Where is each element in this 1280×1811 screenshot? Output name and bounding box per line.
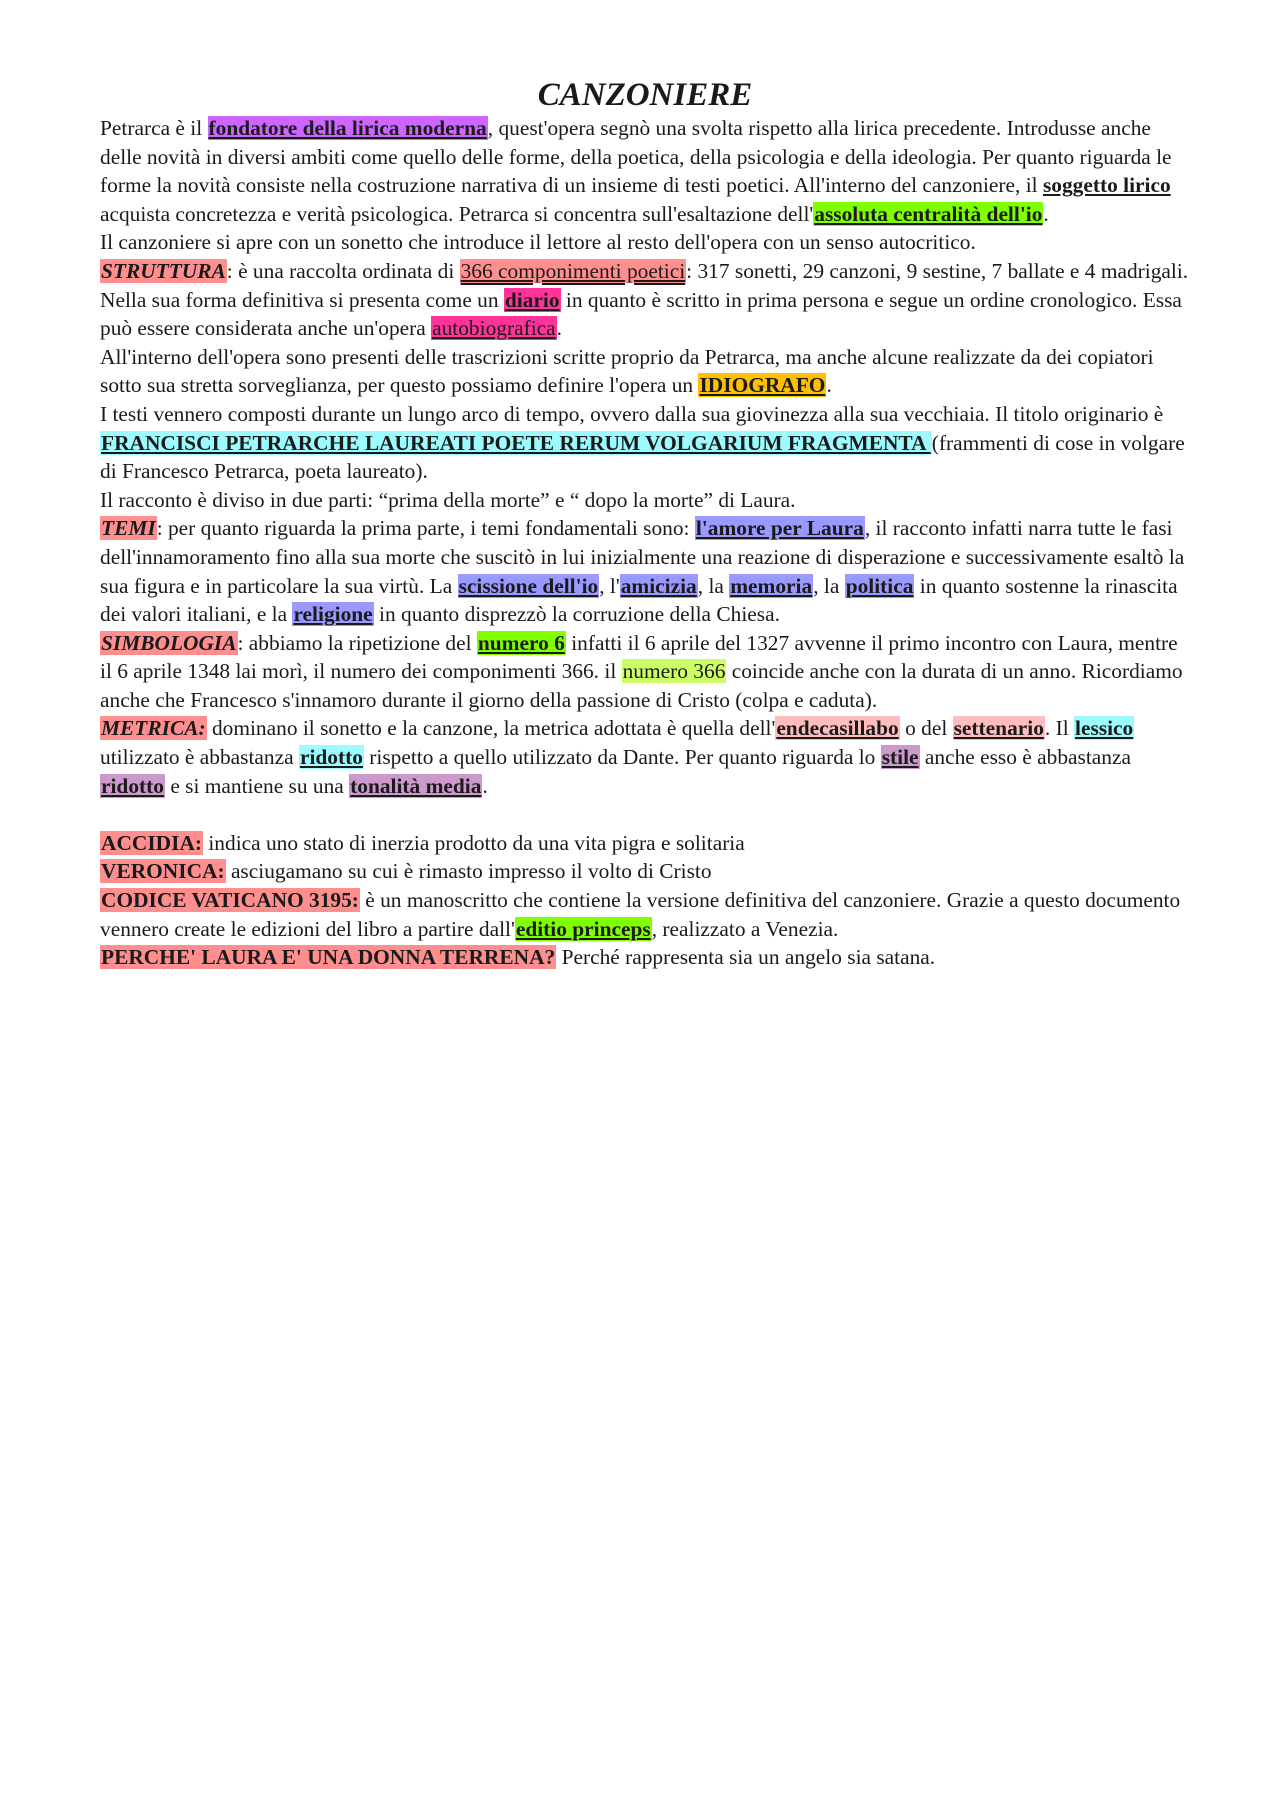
text-run: soggetto lirico xyxy=(1042,173,1171,198)
highlighted-term: politica xyxy=(845,573,914,598)
text-run: in quanto è scritto in prima persona e segue un ordine cronologico. Essa può essere considerata anche un'opera xyxy=(100,287,1182,341)
highlighted-term: religione xyxy=(293,602,373,627)
text-run: . xyxy=(1043,201,1049,226)
text-run: , il racconto infatti narra tutte le fasi dell'innamoramento fino alla sua morte che suscitò in lui inizialmente una reazione di disperazione e successivamente esaltò la sua figura e in particolare la sua virtù. La xyxy=(100,516,1185,598)
highlighted-term: assoluta centralità dell'io xyxy=(814,201,1043,226)
text-run: Petrarca è il xyxy=(100,116,208,140)
text-run: utilizzato è abbastanza xyxy=(100,745,299,770)
highlighted-term: editio princeps xyxy=(515,916,651,941)
text-run: Perché rappresenta sia un angelo sia satana. xyxy=(556,945,936,970)
text-run: : 317 sonetti, 29 canzoni, 9 sestine, 7 ballate e 4 madrigali. Nella sua forma definitiva si presenta come un xyxy=(100,258,1189,312)
highlighted-term: fondatore della lirica moderna xyxy=(208,116,487,140)
highlighted-term: diario xyxy=(504,287,560,312)
highlighted-term: IDIOGRAFO xyxy=(699,373,826,398)
highlighted-term: memoria xyxy=(730,573,813,598)
paragraph xyxy=(100,514,1190,628)
text-run: indica uno stato di inerzia prodotto da una vita pigra e solitaria xyxy=(203,830,745,855)
highlighted-term: FRANCISCI PETRARCHE LAUREATI POETE RERUM VOLGARIUM FRAGMENTA xyxy=(101,430,931,455)
paragraph xyxy=(100,343,1190,400)
highlighted-term: TEMI xyxy=(101,516,156,541)
paragraph xyxy=(100,228,1190,257)
text-run: : per quanto riguarda la prima parte, i temi fondamentali sono: xyxy=(156,516,695,541)
text-run: , la xyxy=(813,573,845,598)
text-run: , realizzato a Venezia. xyxy=(651,916,839,941)
text-run: . xyxy=(826,373,832,398)
text-run: : abbiamo la ripetizione del xyxy=(237,630,477,655)
highlighted-term: stile xyxy=(881,745,919,770)
text-run: Il canzoniere si apre con un sonetto che introduce il lettore al resto dell'opera con un senso autocritico. xyxy=(100,230,976,255)
paragraph xyxy=(100,114,1190,228)
text-run: in quanto sostenne la rinascita dei valori italiani, e la xyxy=(100,573,1178,627)
highlighted-term: settenario xyxy=(953,716,1044,741)
text-run: dominano il sonetto e la canzone, la metrica adottata è quella dell' xyxy=(206,716,776,741)
paragraph-spacer xyxy=(100,800,1190,829)
highlighted-term: endecasillabo xyxy=(776,716,899,741)
text-run: rispetto a quello utilizzato da Dante. Per quanto riguarda lo xyxy=(363,745,881,770)
text-run: , l' xyxy=(599,573,620,598)
highlighted-term: tonalità media xyxy=(350,773,482,798)
text-run: Il racconto è diviso in due parti: “prima della morte” e “ dopo la morte” di Laura. xyxy=(100,487,796,512)
text-run: in quanto disprezzò la corruzione della Chiesa. xyxy=(373,602,780,627)
paragraph xyxy=(100,829,1190,858)
highlighted-term: scissione dell'io xyxy=(458,573,599,598)
text-run: All'interno dell'opera sono presenti delle trascrizioni scritte proprio da Petrarca, ma anche alcune realizzate da dei copiatori sotto sua stretta sorveglianza, per questo possiamo definire l'opera un xyxy=(100,344,1154,398)
text-run: , la xyxy=(697,573,730,598)
paragraph xyxy=(100,857,1190,886)
text-run: (frammenti di cose in volgare di Francesco Petrarca, poeta laureato). xyxy=(100,430,1185,484)
text-run: . Il xyxy=(1044,716,1075,741)
highlighted-term: METRICA: xyxy=(101,716,206,741)
highlighted-term: ridotto xyxy=(299,745,363,770)
text-run: asciugamano su cui è rimasto impresso il volto di Cristo xyxy=(225,859,712,884)
highlighted-term: CODICE VATICANO 3195: xyxy=(101,888,359,913)
text-run: I testi vennero composti durante un lungo arco di tempo, ovvero dalla sua giovinezza alla sua vecchiaia. Il titolo originario è xyxy=(100,401,1164,426)
document-title: CANZONIERE xyxy=(537,77,753,113)
text-run: . xyxy=(482,773,488,798)
document-body xyxy=(100,114,1190,972)
paragraph xyxy=(100,257,1190,343)
text-run: . xyxy=(556,316,562,341)
text-run: infatti il 6 aprile del 1327 avvenne il primo incontro con Laura, mentre il 6 aprile 1348 lai morì, il numero dei componimenti 366. il xyxy=(100,630,1178,684)
highlighted-term: numero 6 xyxy=(477,630,565,655)
highlighted-term: lessico xyxy=(1075,716,1134,741)
text-run: : è una raccolta ordinata di xyxy=(226,258,460,283)
text-run: è un manoscritto che contiene la versione definitiva del canzoniere. Grazie a questo documento vennero create le edizioni del libro a partire dall' xyxy=(100,888,1181,941)
highlighted-term: l'amore per Laura xyxy=(695,516,864,541)
highlighted-term: VERONICA: xyxy=(101,859,225,884)
highlighted-term: ACCIDIA: xyxy=(101,830,203,855)
highlighted-term: numero 366 xyxy=(622,659,726,684)
highlighted-term: STRUTTURA xyxy=(101,258,226,283)
text-run: acquista concretezza e verità psicologica. Petrarca si concentra sull'esaltazione dell' xyxy=(100,201,814,226)
text-run: e si mantiene su una xyxy=(164,773,350,798)
highlighted-term: autobiografica xyxy=(432,316,556,341)
text-run: , quest'opera segnò una svolta rispetto alla lirica precedente. Introdusse anche delle novità in diversi ambiti come quello delle forme, della poetica, della psicologia e della ideologia. Per quanto riguarda le forme la novità consiste nella costruzione narrativa di un insieme di testi poetici. All'interno del canzoniere, il xyxy=(100,116,1172,198)
text-run: coincide anche con la durata di un anno. Ricordiamo anche che Francesco s'innamoro durante il giorno della passione di Cristo (colpa e caduta). xyxy=(100,659,1183,712)
paragraph xyxy=(100,486,1190,515)
text-run: o del xyxy=(899,716,953,741)
paragraph xyxy=(100,714,1190,800)
highlighted-term: PERCHE' LAURA E' UNA DONNA TERRENA? xyxy=(101,945,556,970)
highlighted-term: ridotto xyxy=(101,773,164,798)
paragraph xyxy=(100,629,1190,715)
highlighted-term: 366 componimenti poetici xyxy=(460,258,686,283)
highlighted-term: SIMBOLOGIA xyxy=(101,630,237,655)
text-run: anche esso è abbastanza xyxy=(919,745,1131,770)
highlighted-term: amicizia xyxy=(620,573,697,598)
paragraph xyxy=(100,886,1190,943)
document-page xyxy=(100,76,1190,972)
paragraph xyxy=(100,943,1190,972)
paragraph xyxy=(100,400,1190,486)
